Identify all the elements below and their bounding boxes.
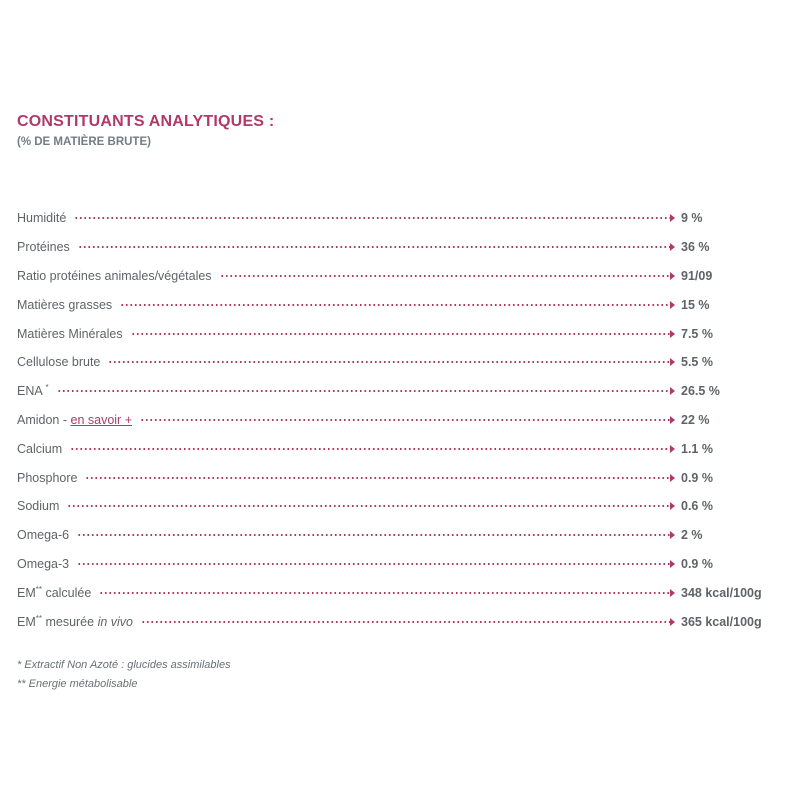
constituent-label: Sodium [17,499,60,514]
footnote-marker: ** [35,613,42,623]
analytics-section [17,112,767,694]
constituent-label: ENA * [17,383,49,399]
list-item [17,233,767,262]
constituent-label: Ratio protéines animales/végétales [17,268,212,283]
constituent-value: 1.1 % [681,441,713,456]
constituent-value: 348 kcal/100g [681,585,762,600]
constituent-value: 26.5 % [681,384,720,399]
footnote-em: ** Energie métabolisable [17,677,138,690]
footnote-ena: * Extractif Non Azoté : glucides assimilables [17,658,231,671]
dotted-leader [78,246,671,248]
learn-more-link[interactable]: en savoir + [70,412,132,427]
list-item [17,348,767,377]
dotted-leader [131,333,671,335]
constituent-label: Omega-6 [17,528,70,543]
constituent-label: Omega-3 [17,556,70,571]
constituent-value: 0.9 % [681,470,713,485]
list-item [17,492,767,521]
constituent-label: Amidon - en savoir + [17,412,132,427]
constituent-label: Matières grasses [17,297,113,312]
constituent-label: EM** mesurée in vivo [17,613,134,629]
constituent-label: Calcium [17,441,63,456]
footnotes [17,656,767,694]
list-item [17,406,767,435]
dotted-leader [77,534,671,536]
list-item [17,434,767,463]
list-item [17,463,767,492]
constituent-label: Protéines [17,240,70,255]
dotted-leader [67,505,671,507]
constituent-label: Phosphore [17,470,78,485]
dotted-leader [57,390,671,392]
constituent-label: Humidité [17,211,67,226]
list-item [17,377,767,406]
dotted-leader [120,304,671,306]
list-item [17,607,767,636]
dotted-leader [77,563,671,565]
constituent-value: 5.5 % [681,355,713,370]
constituent-value: 36 % [681,240,710,255]
list-item [17,319,767,348]
list-item [17,262,767,291]
footnote-marker: ** [35,584,42,594]
list-item [17,550,767,579]
constituent-value: 9 % [681,211,703,226]
constituent-label: Cellulose brute [17,355,101,370]
constituents-list [17,204,767,636]
dotted-leader [74,217,671,219]
dotted-leader [85,477,671,479]
constituent-value: 365 kcal/100g [681,614,762,629]
constituent-value: 91/09 [681,268,713,283]
constituent-value: 0.9 % [681,556,713,571]
dotted-leader [99,592,671,594]
list-item [17,204,767,233]
list-item [17,578,767,607]
section-title: CONSTITUANTS ANALYTIQUES : [17,113,275,130]
footnote-marker: * [45,383,49,393]
constituent-value: 7.5 % [681,326,713,341]
constituent-value: 2 % [681,528,703,543]
list-item [17,290,767,319]
constituent-value: 15 % [681,297,710,312]
constituent-label: Matières Minérales [17,326,123,341]
dotted-leader [108,361,671,363]
dotted-leader [141,621,671,623]
section-subtitle: (% DE MATIÈRE BRUTE) [17,136,151,148]
dotted-leader [70,448,671,450]
constituent-value: 0.6 % [681,499,713,514]
constituent-label: EM** calculée [17,584,92,600]
dotted-leader [220,275,671,277]
dotted-leader [140,419,671,421]
list-item [17,521,767,550]
constituent-value: 22 % [681,412,710,427]
